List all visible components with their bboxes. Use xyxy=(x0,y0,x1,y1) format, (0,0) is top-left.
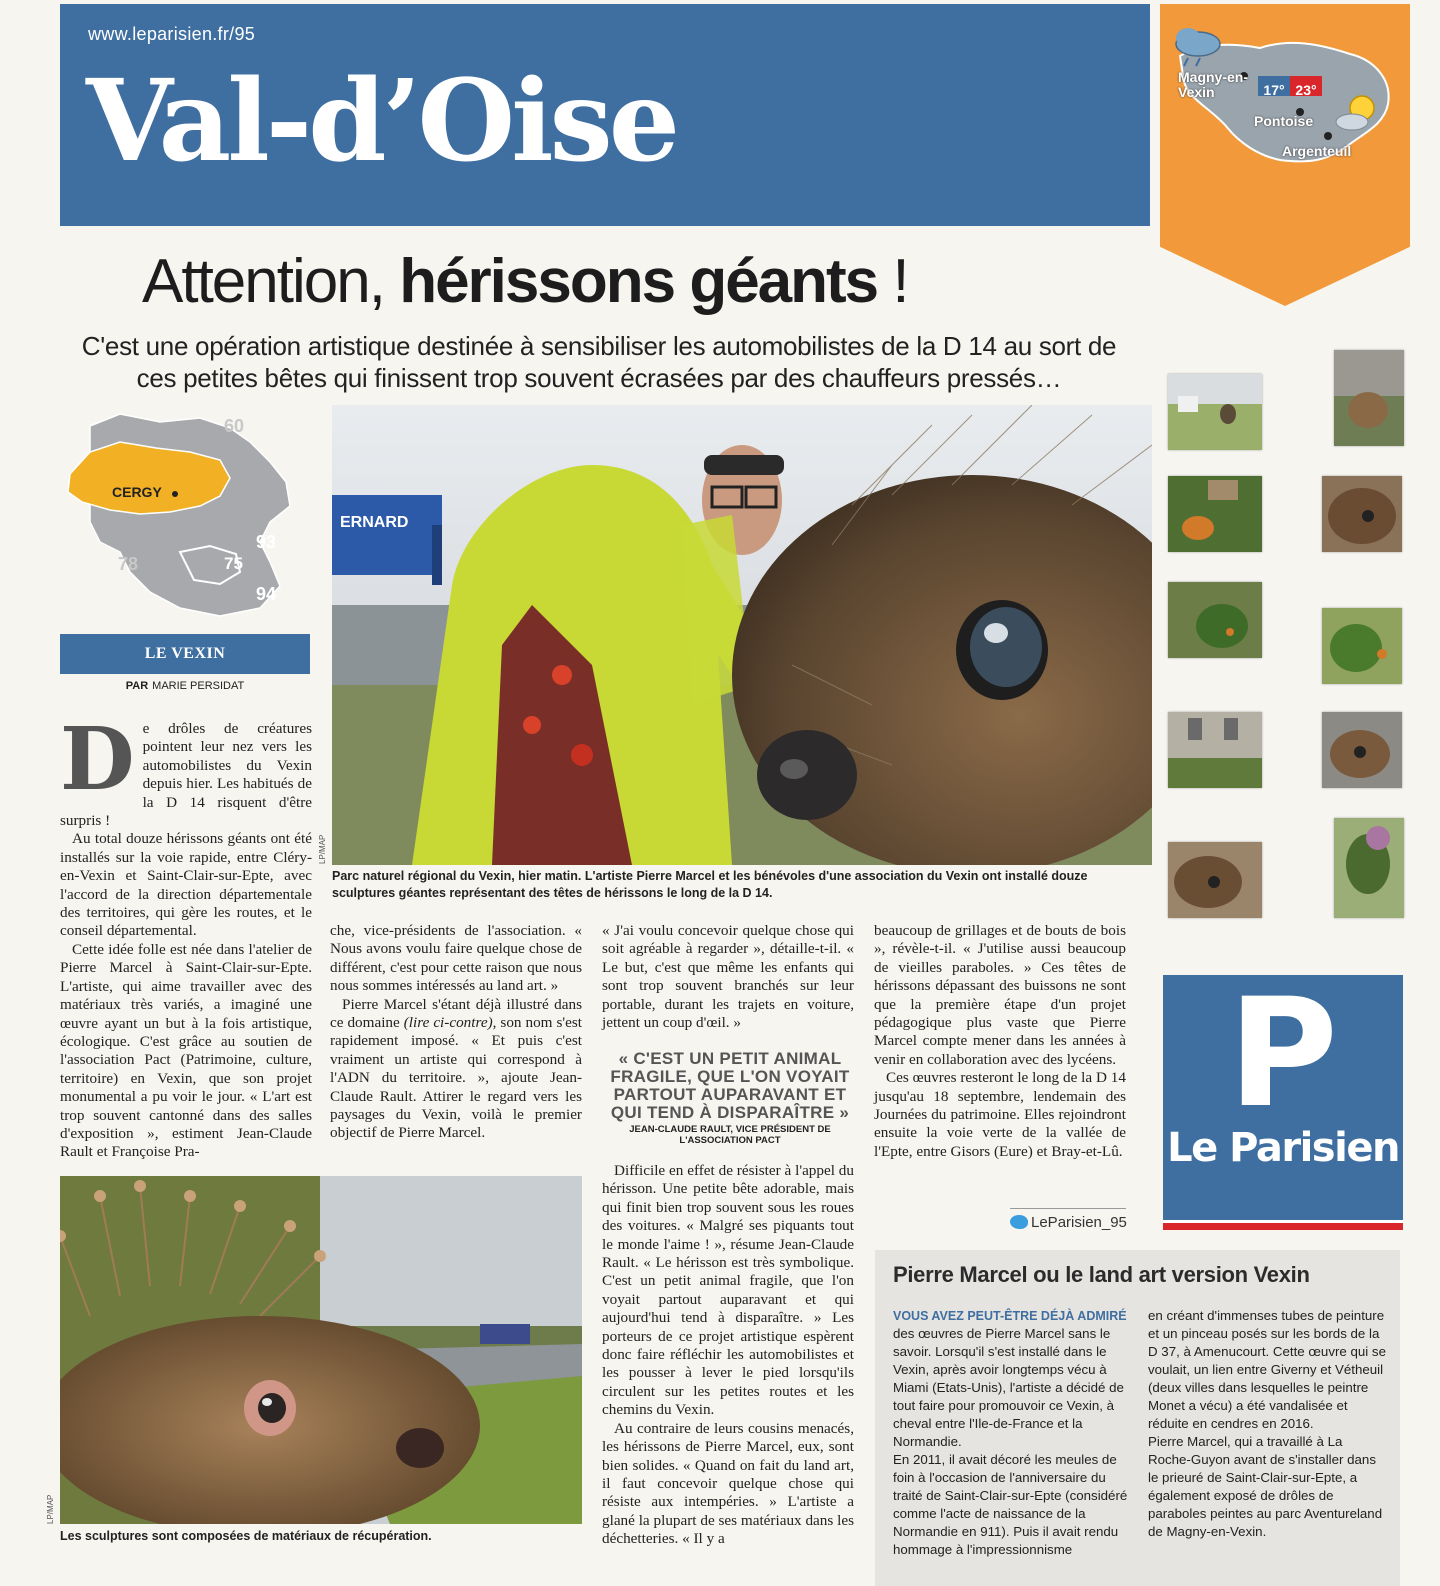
logo-letter: P xyxy=(1228,967,1338,1141)
secondary-photo xyxy=(60,1176,582,1524)
article-column-3a xyxy=(602,922,854,1032)
map-label-75: 75 xyxy=(224,554,243,573)
thumbnail-3[interactable] xyxy=(1168,476,1262,552)
col1-para-1: e drôles de créatures pointent leur nez vers les automobilistes du Vexin depuis hier. Les habitués de la D 14 risquent d'être surpris ! xyxy=(60,720,312,830)
article-column-1 xyxy=(60,709,312,1162)
twitter-bird-icon xyxy=(1010,1215,1028,1229)
twitter-handle-text: LeParisien_95 xyxy=(1031,1214,1127,1231)
photo1-credit: LP/MAP xyxy=(318,834,327,864)
byline-name: MARIE PERSIDAT xyxy=(152,680,245,692)
thumbnail-9[interactable] xyxy=(1168,842,1262,918)
thumbnail-10[interactable] xyxy=(1334,818,1404,918)
sidebar-col2-p1: en créant d'immenses tubes de peinture et un pinceau posés sur les bords de la D 37, à Amenucourt. Cette œuvre qui se voulait, un lien entre Giverny et Vétheuil (deux villes dans lesquelles le peintre Monet a vécu) a été vandalisée et réduite en cendres en 2016. xyxy=(1148,1308,1386,1431)
col2-para-2b: , son nom s'est rapidement imposé. « Et puis c'est vraiment un artiste qui correspond à l'ADN du territoire. », ajoute Jean-Claude Rault. Attirer le regard vers les paysages du Vexin, voilà le premier objectif de Pierre Marcel. xyxy=(330,1014,582,1142)
city-magny: Magny-en-Vexin xyxy=(1178,69,1248,100)
photo1-caption: Parc naturel régional du Vexin, hier matin. L'artiste Pierre Marcel et les bénévoles d'une association du Vexin ont installé douze sculptures géantes représentant des têtes de hérissons le long de la D 14. xyxy=(332,869,1088,900)
sidebar-title: Pierre Marcel ou le land art version Vexin xyxy=(893,1262,1310,1287)
byline xyxy=(60,680,310,692)
main-photo-illustration xyxy=(332,405,1152,865)
cergy-dot xyxy=(172,491,178,497)
city-dot-argenteuil xyxy=(1324,132,1332,140)
col2-para-2 xyxy=(330,996,582,1143)
col1-para-2: Au total douze hérissons géants ont été installés sur la voie rapide, entre Cléry-en-Vexin et Saint-Clair-sur-Epte, avec l'accord de la direction départementale des territoires, qui gère les routes, et le conseil départemental. xyxy=(60,830,312,940)
col2-para-1: che, vice-présidents de l'association. « Nous avons voulu faire quelque chose de différent, c'est pour cette raison que nous nous sommes intéressés au land art. » xyxy=(330,922,582,995)
logo-stripe xyxy=(1163,1220,1403,1230)
col3-para-1: « J'ai voulu concevoir quelque chose qui soit agréable à regarder », détaille-t-il. « Le but, c'est que même les enfants qui sont trop souvent branchés sur leur portable, durant les trajets en voiture, jettent un coup d'œil. » xyxy=(602,922,854,1032)
col4-para-1: beaucoup de grillages et de bouts de bois », révèle-t-il. « J'utilise aussi beaucoup de vieilles paraboles. » Ces têtes de hérissons dépassant des buissons ne sont que la première étape d'un projet pédagogique plus vaste que Pierre Marcel compte mener dans les années à venir en collaboration avec des lycéens. xyxy=(874,922,1126,1068)
thumbnail-1[interactable] xyxy=(1168,374,1262,450)
city-argenteuil: Argenteuil xyxy=(1282,143,1352,159)
thumbnail-2[interactable] xyxy=(1334,350,1404,446)
sidebar-lead: VOUS AVEZ PEUT-ÊTRE DÉJÀ ADMIRÉ xyxy=(893,1309,1127,1323)
headline-part-end: ! xyxy=(892,247,908,316)
col1-para-3: Cette idée folle est née dans l'atelier de Pierre Marcel à Saint-Clair-sur-Epte. L'artiste, qui aime travailler avec des matériaux très variés, a imaginé une œuvre ayant un but à la fois artistique, écologique. C'est grâce au soutien de l'association Pact (Patrimoine, culture, territoire) en Vexin, que son projet monumental a pu voir le jour. « L'art est trop souvent cantonné dans des salles d'exposition », estiment Jean-Claude Rault et Françoise Pra- xyxy=(60,940,312,1161)
photo2-credit: LP/MAP xyxy=(46,1494,55,1524)
thumbnail-6[interactable] xyxy=(1322,608,1402,684)
map-label-60: 60 xyxy=(224,416,245,436)
twitter-handle[interactable] xyxy=(1010,1214,1127,1231)
pull-quote-author: JEAN-CLAUDE RAULT, VICE PRÉSIDENT DE L'ASSOCIATION PACT xyxy=(629,1124,831,1146)
site-url[interactable]: www.leparisien.fr/95 xyxy=(88,24,256,44)
dropcap: D xyxy=(60,709,135,810)
thumbnail-7[interactable] xyxy=(1168,712,1262,788)
secondary-photo-illustration xyxy=(60,1176,582,1524)
twitter-divider xyxy=(1010,1208,1126,1209)
thumbnail-4[interactable] xyxy=(1322,476,1402,552)
photo2-caption: Les sculptures sont composées de matériaux de récupération. xyxy=(60,1529,432,1543)
temp-min: 17° xyxy=(1263,82,1285,98)
sidebar-column-1 xyxy=(893,1307,1135,1559)
main-photo xyxy=(332,405,1152,865)
location-map xyxy=(60,402,310,627)
cross-reference: (lire ci-contre) xyxy=(403,1014,493,1032)
truck-text: ERNARD xyxy=(340,514,409,531)
article-column-3b xyxy=(602,1162,854,1549)
article-column-4 xyxy=(874,922,1126,1161)
city-pontoise: Pontoise xyxy=(1254,113,1314,129)
pull-quote: « C'EST UN PETIT ANIMAL FRAGILE, QUE L'ON VOYAIT PARTOUT AUPARAVANT ET QUI TEND À DISPARAÎTRE » xyxy=(610,1049,850,1122)
col2-para-2a: Pierre Marcel s'étant déjà illustré dans ce domaine xyxy=(330,995,582,1032)
le-parisien-logo[interactable] xyxy=(1163,967,1403,1225)
sidebar-col2-p2: Pierre Marcel, qui a travaillé à La Roche-Guyon avant de s'installer dans le prieuré de Saint-Clair-sur-Epte, a également exposé de drôles de paraboles peintes au parc Aventureland de Magny-en-Vexin. xyxy=(1148,1434,1383,1539)
map-label-94: 94 xyxy=(256,584,277,604)
col3-para-2: Difficile en effet de résister à l'appel du hérisson. Une petite bête adorable, mais qui finit bien trop souvent sous les roues des voitures. « Malgré ses piquants tout le monde l'aime ! », résume Jean-Claude Rault. « Le hérisson est très symbolique. C'est un petit animal fragile, que l'on voyait partout auparavant et qui aujourd'hui tend à disparaître. » Les porteurs de ce projet artistique espèrent donc faire réfléchir les automobilistes et les pousser à lever le pied lorsqu'ils circulent sur les petites routes et les chemins du Vexin. xyxy=(602,1162,854,1419)
logo-brand: Le Parisien xyxy=(1167,1125,1399,1171)
thumbnail-5[interactable] xyxy=(1168,582,1262,658)
thumbnail-8[interactable] xyxy=(1322,712,1402,788)
sidebar-col1-p2: En 2011, il avait décoré les meules de foin à l'occasion de l'anniversaire du traité de Saint-Clair-sur-Epte (considéré comme l'acte de naissance de la Normandie en 911). Puis il avait rendu hommage à l'impressionnisme xyxy=(893,1452,1128,1557)
headline-part-light: Attention, xyxy=(142,247,384,316)
headline-part-bold: hérissons géants xyxy=(399,247,878,316)
map-label-cergy: CERGY xyxy=(112,484,162,500)
col4-para-2: Ces œuvres resteront le long de la D 14 jusqu'au 18 septembre, lendemain des Journées du patrimoine. Elles rejoindront ensuite la voie verte de la vallée de l'Epte, entre Gisors (Eure) et Bray-et-Lû. xyxy=(874,1069,1126,1160)
article-column-2 xyxy=(330,922,582,1143)
section-tag: LE VEXIN xyxy=(60,634,310,674)
col3-para-3: Au contraire de leurs cousins menacés, les hérissons de Pierre Marcel, eux, sont bien solides. « Quand on fait du land art, il faut concevoir quelque chose qui résiste aux intempéries. » L'artiste a glané la plupart de ses matériaux dans les déchetteries. « Il y a xyxy=(602,1419,854,1548)
map-label-78: 78 xyxy=(118,554,139,574)
temp-max: 23° xyxy=(1295,82,1317,98)
weather-tab xyxy=(1160,232,1410,306)
article-lede: C'est une opération artistique destinée à sensibiliser les automobilistes de la D 14 au sort de ces petites bêtes qui finissent trop souvent écrasées par des chauffeurs pressés… xyxy=(81,331,1117,393)
sidebar-col1-text: des œuvres de Pierre Marcel sans le savoir. Lorsqu'il s'est installé dans le Vexin, après avoir longtemps vécu à Miami (Etats-Unis), l'artiste a décidé de tout faire pour promouvoir ce Vexin, à cheval entre l'Ile-de-France et la Normandie. xyxy=(893,1326,1124,1449)
sidebar-column-2 xyxy=(1148,1307,1388,1541)
weather-panel xyxy=(1160,4,1410,234)
article-headline xyxy=(142,246,908,317)
byline-prefix: PAR xyxy=(125,680,149,692)
map-label-93: 93 xyxy=(256,532,277,552)
region-title: Val-d’Oise xyxy=(86,56,676,187)
